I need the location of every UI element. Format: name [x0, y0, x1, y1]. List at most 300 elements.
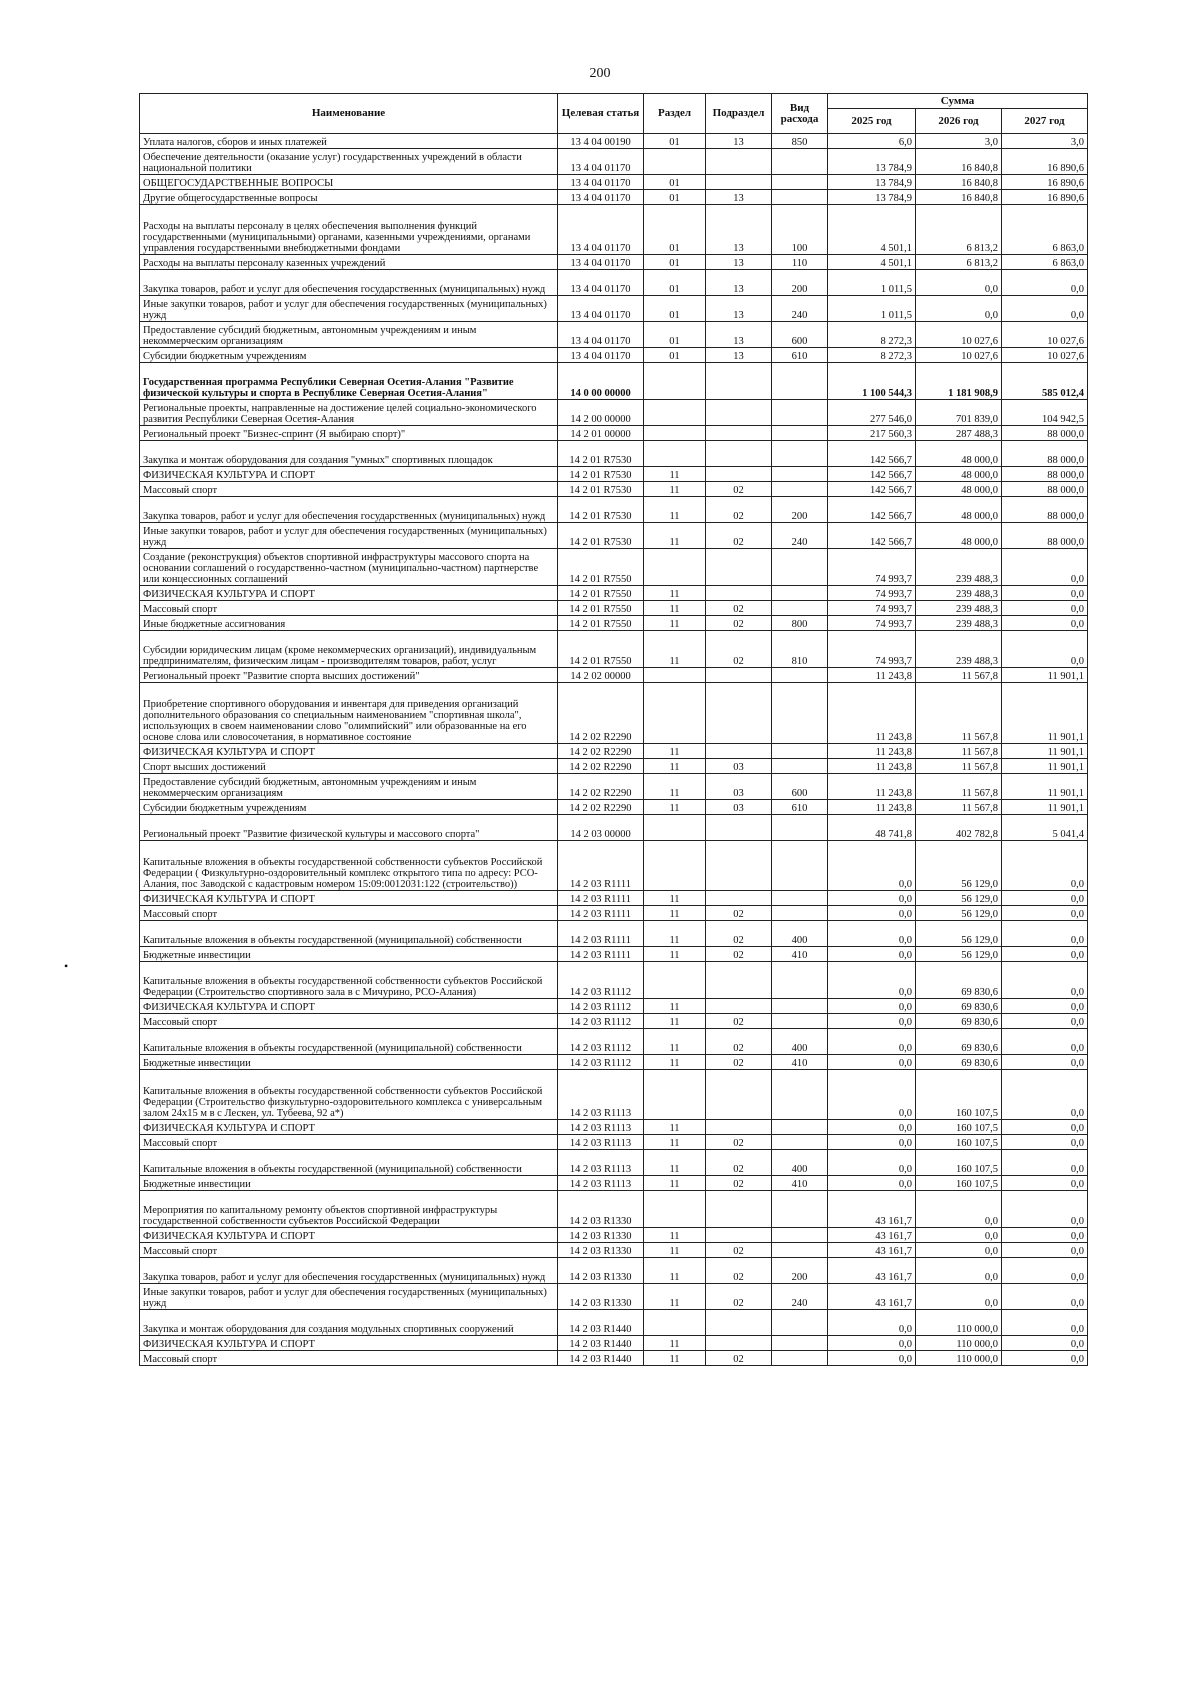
cell-section: 11 [644, 1243, 706, 1258]
cell-section: 11 [644, 891, 706, 906]
cell-2027: 0,0 [1002, 1351, 1088, 1366]
cell-2026: 56 129,0 [916, 906, 1002, 921]
table-row [140, 1055, 1088, 1070]
table-row [140, 205, 1088, 255]
cell-expense-type [772, 601, 828, 616]
cell-section: 01 [644, 134, 706, 149]
table-row [140, 348, 1088, 363]
cell-2027: 0,0 [1002, 906, 1088, 921]
cell-2027: 0,0 [1002, 1070, 1088, 1120]
cell-2027: 104 942,5 [1002, 400, 1088, 426]
cell-2025: 217 560,3 [828, 426, 916, 441]
cell-expense-type [772, 586, 828, 601]
cell-target: 14 2 02 R2290 [558, 800, 644, 815]
cell-2025: 8 272,3 [828, 348, 916, 363]
cell-expense-type [772, 426, 828, 441]
cell-2025: 48 741,8 [828, 815, 916, 841]
cell-expense-type [772, 683, 828, 744]
table-row [140, 270, 1088, 296]
cell-name: Расходы на выплаты персоналу казенных учреждений [140, 255, 558, 270]
cell-name: Бюджетные инвестиции [140, 1055, 558, 1070]
table-row [140, 601, 1088, 616]
cell-expense-type [772, 363, 828, 400]
cell-2026: 48 000,0 [916, 523, 1002, 549]
cell-expense-type: 400 [772, 1029, 828, 1055]
cell-name: Региональные проекты, направленные на достижение целей социально-экономического развития Республики Северная Осетия-Алания [140, 400, 558, 426]
header-2025: 2025 год [828, 109, 916, 134]
cell-expense-type [772, 1120, 828, 1135]
cell-subsection: 02 [706, 1284, 772, 1310]
cell-2026: 11 567,8 [916, 800, 1002, 815]
cell-2025: 43 161,7 [828, 1284, 916, 1310]
cell-expense-type [772, 400, 828, 426]
cell-2025: 0,0 [828, 1310, 916, 1336]
cell-target: 13 4 04 01170 [558, 190, 644, 205]
cell-name: Приобретение спортивного оборудования и инвентаря для приведения организаций дополнительного образования со специальным наименованием "спортивная школа", использующих в своем наименовании слово "олимпийский" или образованные на его основе слова или словосочетания, в нормативное состояние [140, 683, 558, 744]
cell-expense-type: 410 [772, 947, 828, 962]
cell-section: 11 [644, 601, 706, 616]
cell-2026: 69 830,6 [916, 1055, 1002, 1070]
cell-name: Другие общегосударственные вопросы [140, 190, 558, 205]
cell-2027: 11 901,1 [1002, 744, 1088, 759]
cell-2025: 74 993,7 [828, 549, 916, 586]
cell-name: Спорт высших достижений [140, 759, 558, 774]
cell-section [644, 1191, 706, 1228]
cell-subsection: 02 [706, 601, 772, 616]
cell-2025: 11 243,8 [828, 759, 916, 774]
table-row [140, 322, 1088, 348]
cell-2025: 13 784,9 [828, 175, 916, 190]
cell-name: Закупка и монтаж оборудования для создания модульных спортивных сооружений [140, 1310, 558, 1336]
cell-2025: 0,0 [828, 962, 916, 999]
cell-name: Капитальные вложения в объекты государственной (муниципальной) собственности [140, 1029, 558, 1055]
cell-section: 11 [644, 1014, 706, 1029]
table-row [140, 616, 1088, 631]
cell-name: ФИЗИЧЕСКАЯ КУЛЬТУРА И СПОРТ [140, 1120, 558, 1135]
cell-name: Субсидии юридическим лицам (кроме некоммерческих организаций), индивидуальным предпринимателям, физическим лицам - производителям товаров, работ, услуг [140, 631, 558, 668]
cell-name: Закупка товаров, работ и услуг для обеспечения государственных (муниципальных) нужд [140, 497, 558, 523]
cell-2025: 142 566,7 [828, 441, 916, 467]
cell-subsection: 02 [706, 1029, 772, 1055]
cell-name: Региональный проект "Развитие спорта высших достижений" [140, 668, 558, 683]
table-row [140, 1258, 1088, 1284]
table-row [140, 1176, 1088, 1191]
table-row [140, 1135, 1088, 1150]
cell-target: 14 2 03 R1113 [558, 1135, 644, 1150]
cell-2026: 239 488,3 [916, 601, 1002, 616]
cell-2026: 11 567,8 [916, 759, 1002, 774]
cell-section: 11 [644, 1336, 706, 1351]
cell-target: 14 0 00 00000 [558, 363, 644, 400]
cell-2025: 142 566,7 [828, 523, 916, 549]
table-row [140, 774, 1088, 800]
cell-name: Капитальные вложения в объекты государственной собственности субъектов Российской Федерации (Строительство спортивного зала в с Мичурино, РСО-Алания) [140, 962, 558, 999]
cell-section [644, 962, 706, 999]
cell-target: 14 2 03 R1440 [558, 1351, 644, 1366]
table-row [140, 523, 1088, 549]
cell-name: Предоставление субсидий бюджетным, автономным учреждениям и иным некоммерческим организациям [140, 774, 558, 800]
cell-expense-type [772, 1070, 828, 1120]
cell-section: 01 [644, 175, 706, 190]
table-row [140, 800, 1088, 815]
cell-name: Закупка товаров, работ и услуг для обеспечения государственных (муниципальных) нужд [140, 270, 558, 296]
cell-section: 11 [644, 631, 706, 668]
cell-target: 14 2 02 R2290 [558, 683, 644, 744]
cell-subsection: 02 [706, 1351, 772, 1366]
cell-name: Иные закупки товаров, работ и услуг для обеспечения государственных (муниципальных) нужд [140, 1284, 558, 1310]
cell-subsection: 13 [706, 348, 772, 363]
cell-expense-type [772, 1014, 828, 1029]
cell-expense-type [772, 190, 828, 205]
cell-2027: 6 863,0 [1002, 205, 1088, 255]
cell-2027: 0,0 [1002, 891, 1088, 906]
cell-section: 11 [644, 999, 706, 1014]
cell-expense-type [772, 962, 828, 999]
cell-2027: 0,0 [1002, 549, 1088, 586]
cell-target: 13 4 04 01170 [558, 322, 644, 348]
header-section: Раздел [644, 94, 706, 134]
cell-2025: 43 161,7 [828, 1228, 916, 1243]
budget-table [139, 93, 1088, 1366]
cell-2027: 0,0 [1002, 1191, 1088, 1228]
cell-2027: 0,0 [1002, 601, 1088, 616]
cell-target: 14 2 03 R1113 [558, 1120, 644, 1135]
cell-2026: 48 000,0 [916, 497, 1002, 523]
cell-2027: 0,0 [1002, 999, 1088, 1014]
table-row [140, 400, 1088, 426]
cell-subsection [706, 1191, 772, 1228]
cell-2026: 69 830,6 [916, 962, 1002, 999]
cell-subsection: 02 [706, 1014, 772, 1029]
table-row [140, 759, 1088, 774]
cell-2025: 277 546,0 [828, 400, 916, 426]
cell-name: Закупка и монтаж оборудования для создания "умных" спортивных площадок [140, 441, 558, 467]
cell-2026: 69 830,6 [916, 1029, 1002, 1055]
cell-2027: 5 041,4 [1002, 815, 1088, 841]
cell-name: Создание (реконструкция) объектов спортивной инфраструктуры массового спорта на основании соглашений о государственно-частном (муниципально-частном) партнерстве или концессионных соглашений [140, 549, 558, 586]
cell-2025: 0,0 [828, 1120, 916, 1135]
cell-2026: 160 107,5 [916, 1135, 1002, 1150]
cell-2027: 0,0 [1002, 841, 1088, 891]
cell-name: Региональный проект "Бизнес-спринт (Я выбираю спорт)" [140, 426, 558, 441]
cell-2026: 56 129,0 [916, 947, 1002, 962]
cell-name: ФИЗИЧЕСКАЯ КУЛЬТУРА И СПОРТ [140, 1228, 558, 1243]
table-row [140, 441, 1088, 467]
cell-name: Массовый спорт [140, 1014, 558, 1029]
cell-2026: 16 840,8 [916, 190, 1002, 205]
cell-2027: 0,0 [1002, 270, 1088, 296]
cell-subsection [706, 175, 772, 190]
cell-subsection: 02 [706, 1150, 772, 1176]
cell-expense-type [772, 891, 828, 906]
cell-2026: 10 027,6 [916, 348, 1002, 363]
cell-subsection: 13 [706, 296, 772, 322]
cell-target: 14 2 01 00000 [558, 426, 644, 441]
cell-subsection: 02 [706, 1055, 772, 1070]
cell-expense-type [772, 549, 828, 586]
cell-2027: 88 000,0 [1002, 426, 1088, 441]
cell-expense-type: 100 [772, 205, 828, 255]
cell-section: 11 [644, 906, 706, 921]
cell-2026: 0,0 [916, 270, 1002, 296]
cell-2025: 0,0 [828, 1135, 916, 1150]
cell-target: 14 2 03 R1440 [558, 1336, 644, 1351]
cell-name: Массовый спорт [140, 482, 558, 497]
table-row [140, 255, 1088, 270]
cell-2027: 0,0 [1002, 616, 1088, 631]
cell-2027: 0,0 [1002, 947, 1088, 962]
cell-2025: 1 011,5 [828, 296, 916, 322]
cell-2027: 88 000,0 [1002, 467, 1088, 482]
cell-name: ФИЗИЧЕСКАЯ КУЛЬТУРА И СПОРТ [140, 891, 558, 906]
cell-subsection: 02 [706, 1258, 772, 1284]
cell-subsection [706, 1070, 772, 1120]
cell-target: 14 2 02 R2290 [558, 774, 644, 800]
cell-target: 14 2 03 R1330 [558, 1243, 644, 1258]
cell-section: 11 [644, 1055, 706, 1070]
cell-target: 14 2 01 R7550 [558, 616, 644, 631]
cell-name: ФИЗИЧЕСКАЯ КУЛЬТУРА И СПОРТ [140, 744, 558, 759]
cell-target: 14 2 02 R2290 [558, 744, 644, 759]
table-row [140, 134, 1088, 149]
cell-2026: 287 488,3 [916, 426, 1002, 441]
cell-expense-type [772, 759, 828, 774]
table-row [140, 683, 1088, 744]
cell-expense-type [772, 744, 828, 759]
cell-2026: 48 000,0 [916, 467, 1002, 482]
cell-2026: 69 830,6 [916, 1014, 1002, 1029]
cell-2027: 585 012,4 [1002, 363, 1088, 400]
cell-name: Массовый спорт [140, 1351, 558, 1366]
cell-target: 14 2 03 R1112 [558, 1014, 644, 1029]
cell-2025: 0,0 [828, 891, 916, 906]
cell-name: Иные закупки товаров, работ и услуг для обеспечения государственных (муниципальных) нужд [140, 296, 558, 322]
cell-2025: 0,0 [828, 906, 916, 921]
cell-subsection: 02 [706, 1176, 772, 1191]
cell-expense-type [772, 441, 828, 467]
cell-2025: 142 566,7 [828, 482, 916, 497]
table-row [140, 190, 1088, 205]
header-subsection: Подраздел [706, 94, 772, 134]
cell-subsection [706, 149, 772, 175]
cell-expense-type: 600 [772, 774, 828, 800]
table-row [140, 1014, 1088, 1029]
header-target: Целевая статья [558, 94, 644, 134]
cell-expense-type [772, 175, 828, 190]
cell-section: 01 [644, 205, 706, 255]
table-row [140, 744, 1088, 759]
cell-target: 13 4 04 01170 [558, 270, 644, 296]
cell-subsection [706, 549, 772, 586]
cell-expense-type: 610 [772, 800, 828, 815]
cell-section [644, 400, 706, 426]
cell-2027: 0,0 [1002, 296, 1088, 322]
cell-2027: 0,0 [1002, 1284, 1088, 1310]
cell-section: 11 [644, 759, 706, 774]
cell-expense-type [772, 999, 828, 1014]
cell-subsection [706, 1228, 772, 1243]
cell-2026: 0,0 [916, 296, 1002, 322]
cell-target: 14 2 01 R7550 [558, 601, 644, 616]
cell-subsection: 02 [706, 921, 772, 947]
cell-subsection: 02 [706, 631, 772, 668]
cell-2027: 88 000,0 [1002, 497, 1088, 523]
cell-target: 13 4 04 01170 [558, 296, 644, 322]
table-row [140, 1070, 1088, 1120]
cell-2026: 160 107,5 [916, 1070, 1002, 1120]
cell-subsection [706, 683, 772, 744]
cell-2026: 1 181 908,9 [916, 363, 1002, 400]
cell-2025: 0,0 [828, 947, 916, 962]
cell-subsection [706, 1120, 772, 1135]
table-row [140, 1150, 1088, 1176]
cell-2027: 11 901,1 [1002, 668, 1088, 683]
cell-2026: 0,0 [916, 1258, 1002, 1284]
table-row [140, 815, 1088, 841]
cell-2025: 1 011,5 [828, 270, 916, 296]
cell-subsection: 02 [706, 947, 772, 962]
cell-name: Массовый спорт [140, 1135, 558, 1150]
table-row [140, 1120, 1088, 1135]
cell-target: 14 2 02 R2290 [558, 759, 644, 774]
page-number: 200 [589, 66, 611, 81]
cell-2027: 0,0 [1002, 1135, 1088, 1150]
table-row [140, 586, 1088, 601]
cell-2025: 6,0 [828, 134, 916, 149]
cell-name: Массовый спорт [140, 601, 558, 616]
header-expense-type: Вид расхода [772, 94, 828, 134]
cell-target: 14 2 03 R1113 [558, 1150, 644, 1176]
cell-2025: 0,0 [828, 921, 916, 947]
cell-section: 11 [644, 1150, 706, 1176]
cell-target: 14 2 03 R1330 [558, 1258, 644, 1284]
cell-2026: 239 488,3 [916, 631, 1002, 668]
cell-target: 14 2 03 R1111 [558, 947, 644, 962]
cell-2025: 0,0 [828, 1336, 916, 1351]
cell-section: 11 [644, 800, 706, 815]
cell-2026: 239 488,3 [916, 616, 1002, 631]
cell-subsection: 02 [706, 906, 772, 921]
cell-section: 11 [644, 947, 706, 962]
cell-name: ФИЗИЧЕСКАЯ КУЛЬТУРА И СПОРТ [140, 467, 558, 482]
cell-2026: 11 567,8 [916, 774, 1002, 800]
cell-section: 01 [644, 255, 706, 270]
cell-name: Капитальные вложения в объекты государственной (муниципальной) собственности [140, 1150, 558, 1176]
cell-section: 11 [644, 1228, 706, 1243]
cell-expense-type [772, 1191, 828, 1228]
cell-2027: 11 901,1 [1002, 774, 1088, 800]
cell-section: 11 [644, 523, 706, 549]
cell-subsection [706, 744, 772, 759]
cell-subsection [706, 363, 772, 400]
cell-name: Уплата налогов, сборов и иных платежей [140, 134, 558, 149]
cell-name: ОБЩЕГОСУДАРСТВЕННЫЕ ВОПРОСЫ [140, 175, 558, 190]
table-row [140, 947, 1088, 962]
cell-subsection: 02 [706, 523, 772, 549]
cell-subsection: 02 [706, 616, 772, 631]
cell-section: 11 [644, 467, 706, 482]
cell-expense-type [772, 1228, 828, 1243]
cell-subsection [706, 999, 772, 1014]
cell-expense-type [772, 482, 828, 497]
cell-expense-type: 850 [772, 134, 828, 149]
cell-target: 14 2 01 R7530 [558, 497, 644, 523]
table-row [140, 1310, 1088, 1336]
cell-2027: 10 027,6 [1002, 322, 1088, 348]
table-row [140, 497, 1088, 523]
cell-2025: 74 993,7 [828, 601, 916, 616]
cell-target: 14 2 01 R7530 [558, 441, 644, 467]
cell-name: Бюджетные инвестиции [140, 947, 558, 962]
cell-target: 13 4 04 01170 [558, 255, 644, 270]
header-name: Наименование [140, 94, 558, 134]
cell-expense-type: 810 [772, 631, 828, 668]
cell-expense-type [772, 1336, 828, 1351]
cell-subsection [706, 962, 772, 999]
cell-2026: 160 107,5 [916, 1176, 1002, 1191]
cell-target: 14 2 01 R7530 [558, 523, 644, 549]
cell-2026: 11 567,8 [916, 668, 1002, 683]
cell-name: Капитальные вложения в объекты государственной (муниципальной) собственности [140, 921, 558, 947]
cell-2026: 11 567,8 [916, 744, 1002, 759]
cell-name: Иные закупки товаров, работ и услуг для обеспечения государственных (муниципальных) нужд [140, 523, 558, 549]
cell-expense-type [772, 906, 828, 921]
cell-2026: 10 027,6 [916, 322, 1002, 348]
cell-2025: 11 243,8 [828, 800, 916, 815]
cell-2026: 6 813,2 [916, 255, 1002, 270]
table-row [140, 999, 1088, 1014]
cell-2025: 0,0 [828, 841, 916, 891]
table-row [140, 668, 1088, 683]
cell-expense-type: 200 [772, 270, 828, 296]
table-row [140, 1029, 1088, 1055]
cell-target: 14 2 01 R7550 [558, 586, 644, 601]
cell-expense-type: 410 [772, 1055, 828, 1070]
cell-subsection [706, 426, 772, 441]
cell-2026: 239 488,3 [916, 549, 1002, 586]
table-row [140, 363, 1088, 400]
cell-name: Массовый спорт [140, 1243, 558, 1258]
header-sum: Сумма [828, 94, 1088, 109]
cell-subsection [706, 668, 772, 683]
cell-section [644, 1310, 706, 1336]
cell-expense-type: 240 [772, 1284, 828, 1310]
cell-section: 11 [644, 1135, 706, 1150]
cell-2025: 0,0 [828, 1070, 916, 1120]
cell-target: 14 2 03 R1440 [558, 1310, 644, 1336]
cell-2027: 16 890,6 [1002, 149, 1088, 175]
cell-2026: 3,0 [916, 134, 1002, 149]
cell-target: 14 2 03 00000 [558, 815, 644, 841]
cell-2027: 0,0 [1002, 1176, 1088, 1191]
cell-name: Обеспечение деятельности (оказание услуг) государственных учреждений в области национальной политики [140, 149, 558, 175]
cell-2027: 0,0 [1002, 1336, 1088, 1351]
cell-2027: 11 901,1 [1002, 683, 1088, 744]
cell-subsection: 13 [706, 190, 772, 205]
cell-section: 11 [644, 1120, 706, 1135]
cell-2027: 16 890,6 [1002, 190, 1088, 205]
cell-2025: 11 243,8 [828, 683, 916, 744]
cell-name: ФИЗИЧЕСКАЯ КУЛЬТУРА И СПОРТ [140, 1336, 558, 1351]
cell-name: Государственная программа Республики Северная Осетия-Алания "Развитие физической культуры и спорта в Республике Северная Осетия-Алания" [140, 363, 558, 400]
cell-target: 13 4 04 00190 [558, 134, 644, 149]
table-row [140, 1191, 1088, 1228]
table-header [140, 94, 1088, 134]
cell-2025: 43 161,7 [828, 1243, 916, 1258]
cell-target: 14 2 03 R1330 [558, 1284, 644, 1310]
table-row [140, 149, 1088, 175]
cell-subsection [706, 841, 772, 891]
